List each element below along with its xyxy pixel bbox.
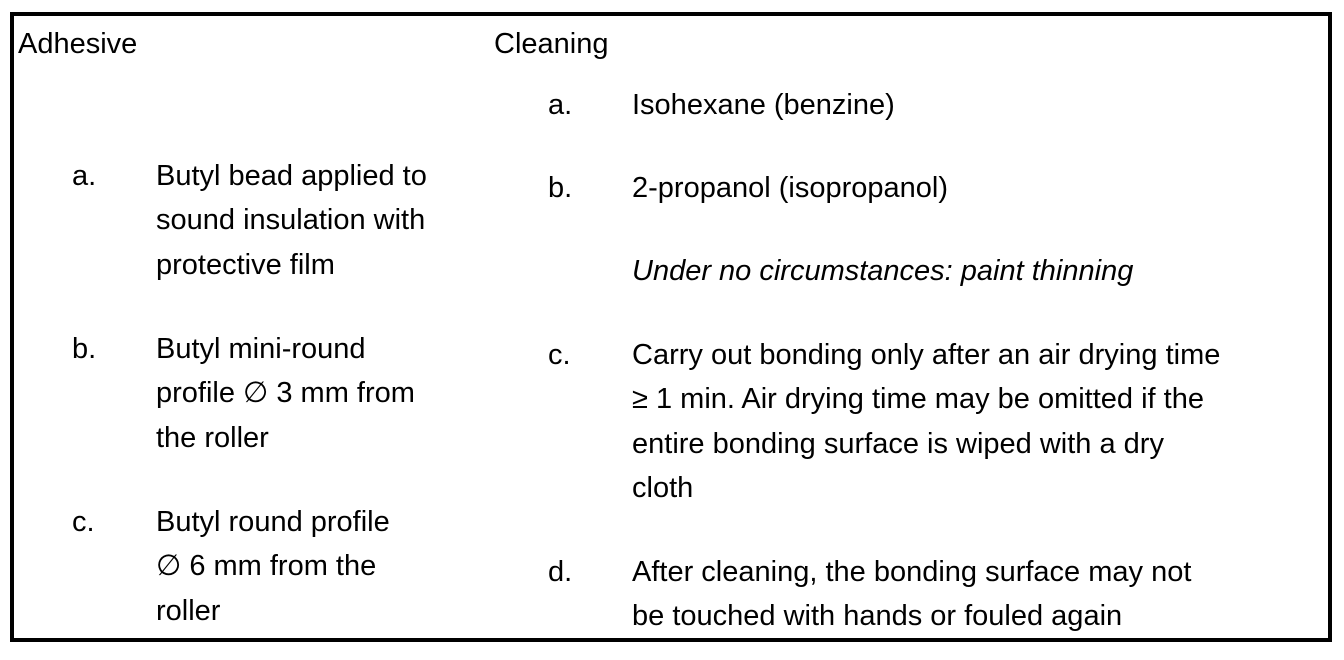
cleaning-header: Cleaning (494, 28, 609, 60)
adhesive-item-a-line-2: sound insulation with (156, 204, 426, 236)
cleaning-item-d-letter: d. (548, 556, 573, 588)
cleaning-item-c-line-4: cloth (632, 472, 694, 504)
adhesive-item-b-line-2: profile ∅ 3 mm from (156, 377, 415, 409)
cleaning-item-a-letter: a. (548, 89, 573, 121)
cleaning-item-d-line-2: be touched with hands or fouled again (632, 600, 1123, 632)
adhesive-item-c-line-2: ∅ 6 mm from the (156, 550, 377, 582)
cleaning-item-c-line-2: ≥ 1 min. Air drying time may be omitted if the (632, 383, 1204, 415)
cleaning-item-d-line-1: After cleaning, the bonding surface may not (632, 556, 1192, 588)
adhesive-item-b-letter: b. (72, 333, 97, 365)
cleaning-item-b-letter: b. (548, 172, 573, 204)
adhesive-item-b-line-1: Butyl mini-round (156, 333, 366, 365)
adhesive-header: Adhesive (18, 28, 138, 60)
adhesive-item-a-line-3: protective film (156, 249, 335, 281)
adhesive-item-a-letter: a. (72, 160, 97, 192)
cleaning-item-b-line-1: 2-propanol (isopropanol) (632, 172, 948, 204)
adhesive-item-c-letter: c. (72, 506, 95, 538)
adhesive-item-c-line-1: Butyl round profile (156, 506, 390, 538)
cleaning-item-a-line-1: Isohexane (benzine) (632, 89, 895, 121)
cleaning-item-c-letter: c. (548, 339, 571, 371)
adhesive-item-b-line-3: the roller (156, 422, 269, 454)
adhesive-item-c-line-3: roller (156, 595, 221, 627)
cleaning-warning-note: Under no circumstances: paint thinning (632, 255, 1134, 287)
cleaning-item-c-line-1: Carry out bonding only after an air drying time (632, 339, 1221, 371)
adhesive-item-a-line-1: Butyl bead applied to (156, 160, 427, 192)
cleaning-item-c-line-3: entire bonding surface is wiped with a dry (632, 428, 1164, 460)
